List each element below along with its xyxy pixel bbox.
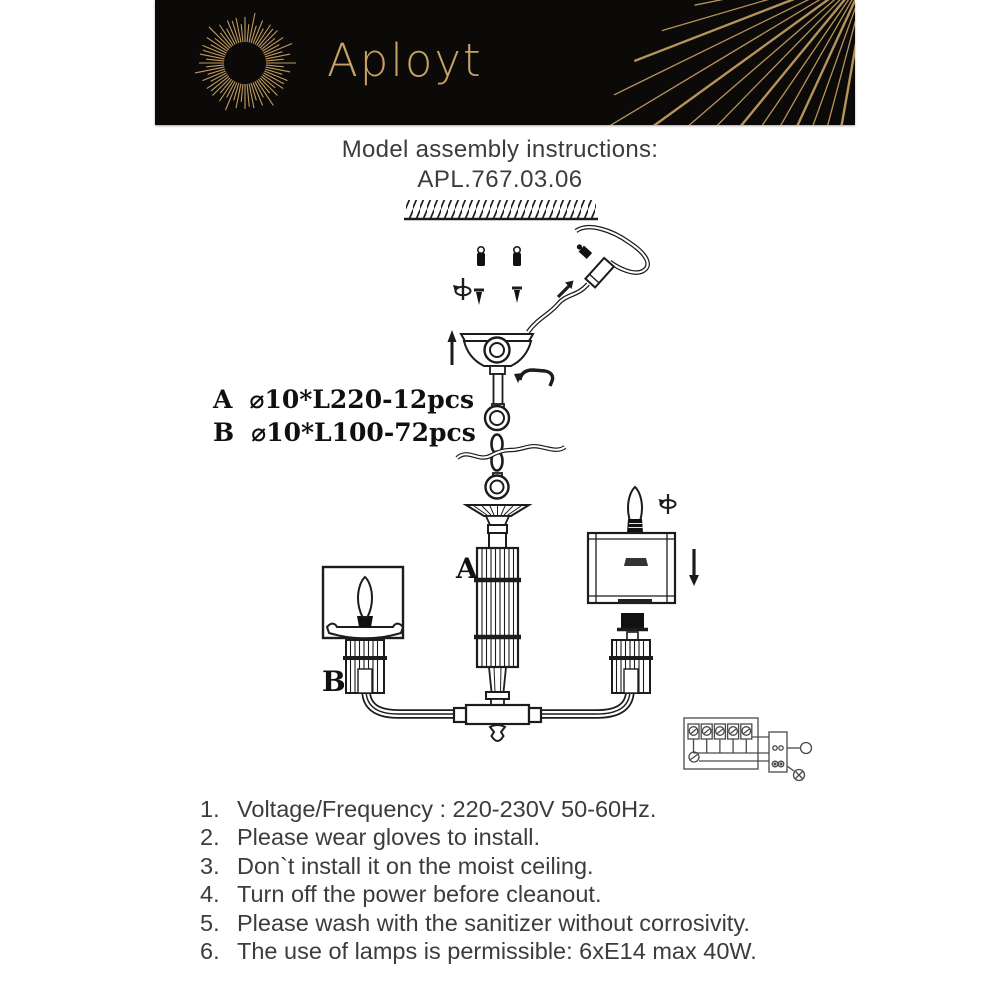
- left-candle-bulb: [358, 577, 372, 617]
- part-b-letter: B: [213, 418, 235, 447]
- sheet-title: Model assembly instructions:: [341, 136, 659, 163]
- hook-icon: [514, 370, 553, 386]
- right-lamp-assembly: [609, 613, 653, 693]
- cord-wire: [457, 446, 565, 458]
- finial: [490, 725, 505, 741]
- instruction-item: 2. Please wear gloves to install.: [200, 824, 541, 851]
- instruction-item: 6. The use of lamps is permissible: 6xE14 max 40W.: [200, 938, 757, 965]
- screw-icons: [474, 288, 522, 305]
- assembly-diagram: [0, 195, 1000, 795]
- banner-art: [155, 0, 855, 125]
- rotate-icon-shade: [659, 494, 676, 514]
- part-spec-a: [213, 385, 474, 414]
- model-number: APL.767.03.06: [417, 166, 583, 193]
- brand-banner: [155, 0, 855, 125]
- canopy: [461, 334, 533, 430]
- bobeche-cone: [466, 505, 529, 533]
- hanging-ring: [486, 473, 509, 499]
- lamp-symbol: [801, 743, 812, 754]
- part-spec-b: [213, 418, 476, 447]
- instruction-item: 1. Voltage/Frequency : 220-230V 50-60Hz.: [200, 796, 657, 822]
- instruction-item: 4. Turn off the power before cleanout.: [200, 881, 602, 908]
- central-column: [474, 533, 521, 705]
- terminal-screws: [688, 724, 752, 739]
- diagram-label-a: A: [456, 552, 478, 585]
- diagram-label-b: B: [322, 665, 346, 698]
- up-arrow-icon: [448, 330, 457, 365]
- anchor-icons: [477, 247, 521, 266]
- mains-wire: [528, 227, 648, 332]
- wire-connector: [585, 258, 613, 288]
- shade-box: [588, 533, 675, 603]
- part-b-dimensions: ⌀10*L100-72pcs: [251, 418, 476, 447]
- decorative-rays-icon: [601, 0, 855, 125]
- part-a-dimensions: ⌀10*L220-12pcs: [249, 385, 475, 414]
- instruction-item: 3. Don`t install it on the moist ceiling.: [200, 852, 594, 879]
- ceiling-hatch: [404, 200, 598, 219]
- right-socket-cap: [621, 613, 644, 628]
- sunburst-logo-icon: [195, 13, 296, 110]
- down-arrow-icon: [689, 549, 699, 586]
- brand-name: Aployt: [327, 33, 483, 87]
- center-hub: [454, 705, 541, 741]
- instructions-list: [200, 795, 757, 965]
- instruction-item: 5. Please wash with the sanitizer without corrosivity.: [200, 909, 750, 936]
- wiring-diagram: [684, 718, 812, 781]
- rotate-icon: [453, 278, 471, 300]
- part-a-letter: A: [213, 385, 233, 414]
